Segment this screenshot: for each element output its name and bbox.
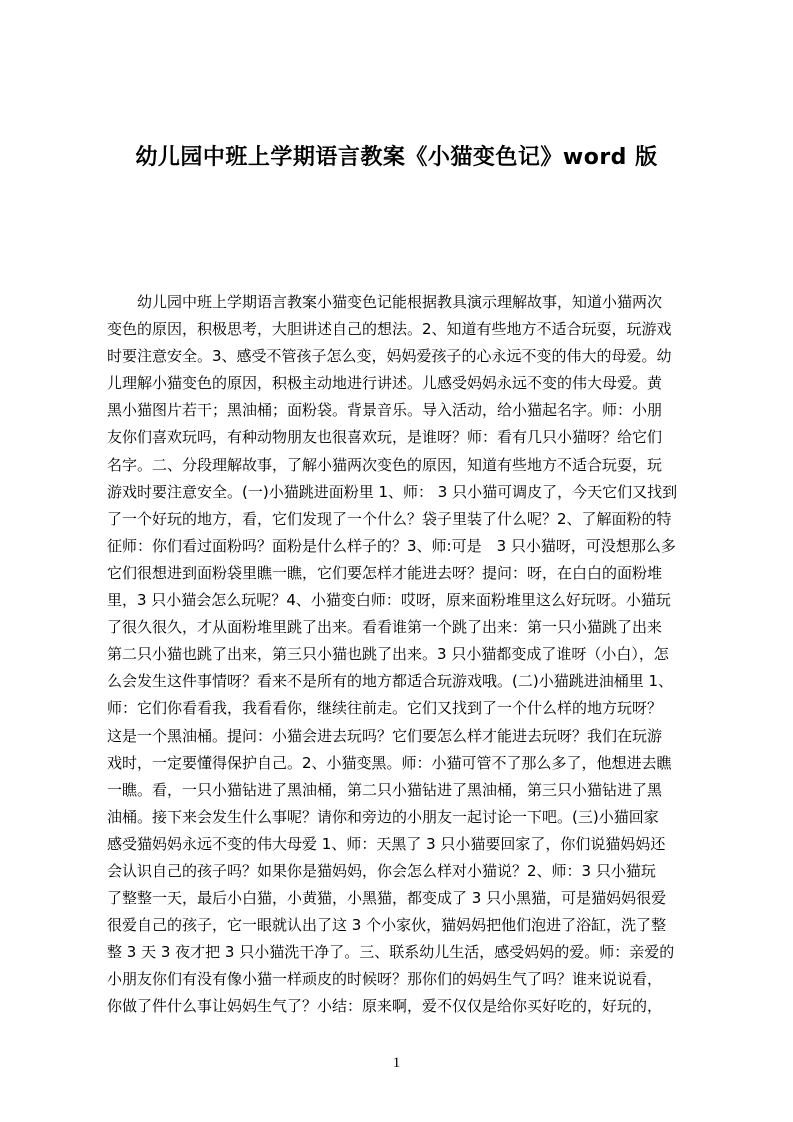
page-number: 1 <box>392 1055 401 1071</box>
text-line: 师：它们你看看我，我看看你，继续往前走。它们又找到了一个什么样的地方玩呀？ <box>107 699 663 718</box>
text-line: 小朋友你们有没有像小猫一样顽皮的时候呀？那你们的妈妈生气了吗？谁来说说看， <box>107 970 663 989</box>
text-line: 里，3 只小猫会怎么玩呢？4、小猫变白师：哎呀，原来面粉堆里这么好玩呀。小猫玩 <box>107 591 671 610</box>
text-line: 儿理解小猫变色的原因，积极主动地进行讲述。儿感受妈妈永远不变的伟大母爱。黄 <box>107 374 663 393</box>
text-line: 很爱自己的孩子，它一眼就认出了这 3 个小家伙，猫妈妈把他们泡进了浴缸，洗了整 <box>107 916 667 935</box>
text-line: 时要注意安全。3、感受不管孩子怎么变，妈妈爱孩子的心永远不变的伟大的母爱。幼 <box>107 347 672 366</box>
text-line: 幼儿园中班上学期语言教案小猫变色记能根据教具演示理解故事，知道小猫两次 <box>107 293 663 311</box>
text-line: 这是一个黑油桶。提问：小猫会进去玩吗？它们要怎么样才能进去玩呀？我们在玩游 <box>107 726 663 745</box>
text-line: 它们很想进到面粉袋里瞧一瞧，它们要怎样才能进去呀？提问：呀，在白白的面粉堆 <box>107 563 663 582</box>
text-line: 了一个好玩的地方，看，它们发现了一个什么？袋子里装了什么呢？2、了解面粉的特 <box>107 509 672 528</box>
text-line: 变色的原因，积极思考，大胆讲述自己的想法。2、知道有些地方不适合玩耍，玩游戏 <box>107 320 672 339</box>
text-line: 了整整一天，最后小白猫，小黄猫，小黑猫，都变成了 3 只小黑猫，可是猫妈妈很爱 <box>107 889 667 908</box>
text-line: 戏时，一定要懂得保护自己。2、小猫变黑。师：小猫可管不了那么多了，他想进去瞧 <box>107 753 672 772</box>
text-line: 你做了件什么事让妈妈生气了？小结：原来啊，爱不仅仅是给你买好吃的，好玩的， <box>107 997 663 1016</box>
text-line: 了很久很久，才从面粉堆里跳了出来。看看谁第一个跳了出来：第一只小猫跳了出来 <box>107 618 663 637</box>
text-line: 友你们喜欢玩吗，有种动物朋友也很喜欢玩，是谁呀？师：看有几只小猫呀？给它们 <box>107 428 663 447</box>
text-line: 黑小猫图片若干；黑油桶；面粉袋。背景音乐。导入活动，给小猫起名字。师：小朋 <box>107 401 663 420</box>
text-line: 么会发生这件事情呀？看来不是所有的地方都适合玩游戏哦。(二)小猫跳进油桶里 1、 <box>107 672 674 691</box>
body-paragraph <box>107 289 697 1016</box>
text-line: 名字。二、分段理解故事，了解小猫两次变色的原因，知道有些地方不适合玩耍，玩 <box>107 455 663 474</box>
text-line: 征师：你们看过面粉吗？面粉是什么样子的？3、师:可是 3 只小猫呀，可没想那么多 <box>107 536 676 555</box>
text-line: 游戏时要注意安全。(一)小猫跳进面粉里 1、师： 3 只小猫可调皮了，今天它们又找到 <box>107 482 678 501</box>
text-line: 会认识自己的孩子吗？如果你是猫妈妈，你会怎么样对小猫说？2、师：3 只小猫玩 <box>107 861 656 880</box>
text-line: 油桶。接下来会发生什么事呢？请你和旁边的小朋友一起讨论一下吧。(三)小猫回家 <box>107 807 659 826</box>
text-line: 第二只小猫也跳了出来，第三只小猫也跳了出来。3 只小猫都变成了谁呀（小白），怎 <box>107 645 669 664</box>
document-title: 幼儿园中班上学期语言教案《小猫变色记》word 版 <box>135 145 658 170</box>
text-line: 整 3 天 3 夜才把 3 只小猫洗干净了。三、联系幼儿生活，感受妈妈的爱。师：亲爱的 <box>107 943 675 962</box>
text-line: 一瞧。看，一只小猫钻进了黑油桶，第二只小猫钻进了黑油桶，第三只小猫钻进了黑 <box>107 780 663 799</box>
text-line: 感受猫妈妈永远不变的伟大母爱 1、师：天黑了 3 只小猫要回家了，你们说猫妈妈还 <box>107 834 666 853</box>
